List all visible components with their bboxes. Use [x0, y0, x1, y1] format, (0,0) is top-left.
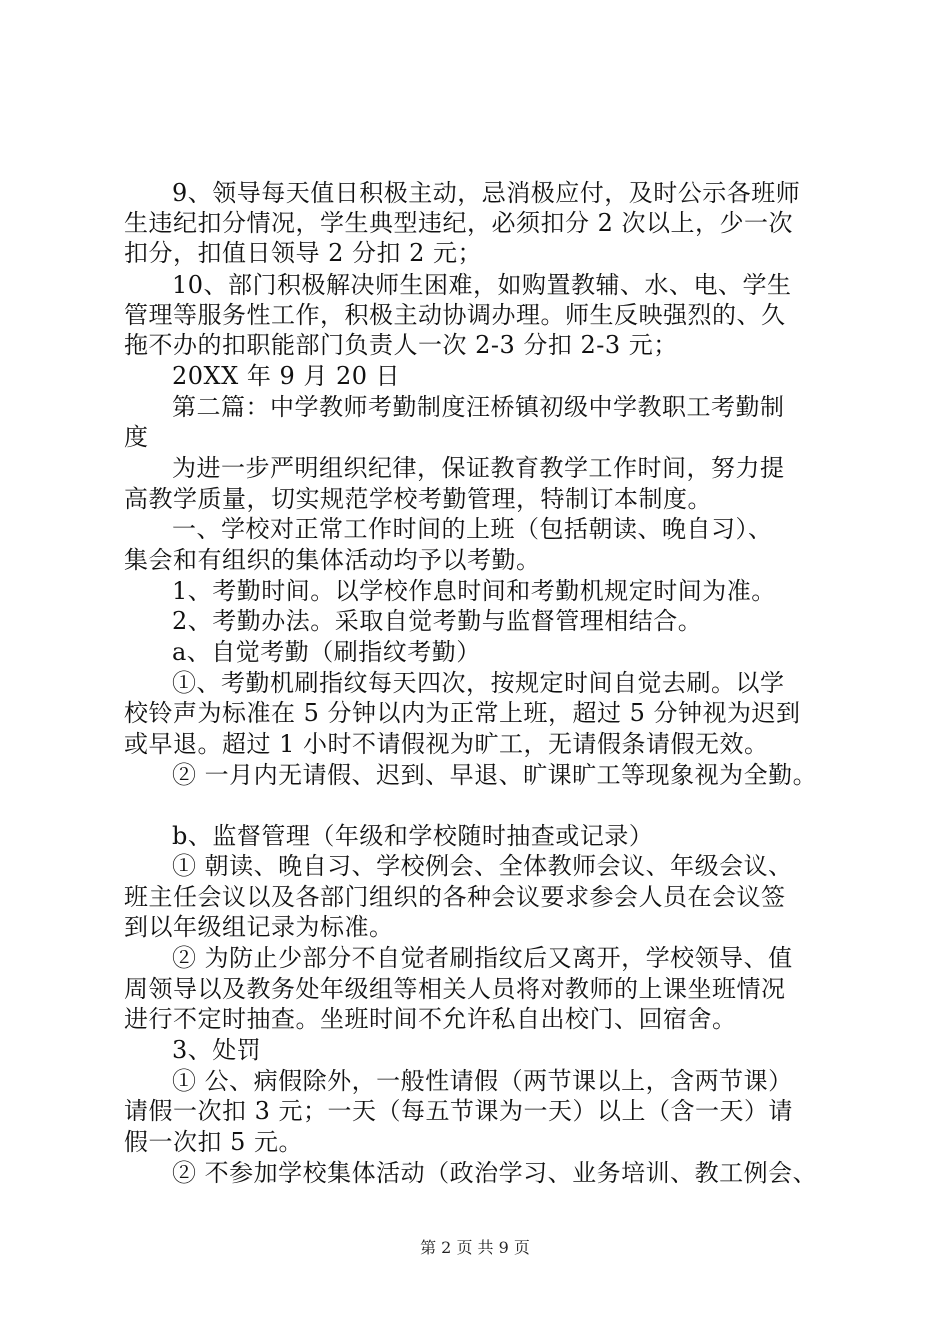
text-line: b、监督管理（年级和学校随时抽查或记录） [172, 822, 654, 850]
text-line: 校铃声为标准在 5 分钟以内为正常上班，超过 5 分钟视为迟到 [124, 699, 801, 727]
text-line: ①、考勤机刷指纹每天四次，按规定时间自觉去刷。以学 [172, 669, 785, 697]
text-line: 假一次扣 5 元。 [124, 1128, 304, 1156]
section-heading: 第二篇：中学教师考勤制度汪桥镇初级中学教职工考勤制 [172, 393, 785, 421]
text-line: 或早退。超过 1 小时不请假视为旷工，无请假条请假无效。 [124, 730, 769, 758]
text-line: 到以年级组记录为标准。 [124, 913, 394, 941]
text-line: 1、考勤时间。以学校作息时间和考勤机规定时间为准。 [172, 577, 776, 605]
text-line: 进行不定时抽查。坐班时间不允许私自出校门、回宿舍。 [124, 1005, 737, 1033]
text-line: 拖不办的扣职能部门负责人一次 2-3 分扣 2-3 元； [124, 331, 678, 359]
text-line: 扣分，扣值日领导 2 分扣 2 元； [124, 239, 483, 267]
text-line: 周领导以及教务处年级组等相关人员将对教师的上课坐班情况 [124, 975, 786, 1003]
text-line: 10、部门积极解决师生困难，如购置教辅、水、电、学生 [172, 271, 792, 299]
text-line: 高教学质量，切实规范学校考勤管理，特制订本制度。 [124, 485, 712, 513]
text-line: 9、领导每天值日积极主动，忌消极应付，及时公示各班师 [172, 179, 801, 207]
text-line: ① 公、病假除外，一般性请假（两节课以上，含两节课） [172, 1067, 793, 1095]
section-heading: 度 [124, 423, 149, 451]
text-line: ① 朝读、晚自习、学校例会、全体教师会议、年级会议、 [172, 852, 793, 880]
text-line: 3、处罚 [172, 1036, 262, 1064]
text-line: a、自觉考勤（刷指纹考勤） [172, 638, 481, 666]
text-line: ② 一月内无请假、迟到、早退、旷课旷工等现象视为全勤。 [172, 761, 818, 789]
text-line: 生违纪扣分情况，学生典型违纪，必须扣分 2 次以上，少一次 [124, 209, 794, 237]
text-line: 一、学校对正常工作时间的上班（包括朝读、晚自习）、 [172, 515, 773, 543]
text-line: ② 为防止少部分不自觉者刷指纹后又离开，学校领导、值 [172, 944, 793, 972]
date-line: 20XX 年 9 月 20 日 [172, 362, 401, 390]
text-line: 2、考勤办法。采取自觉考勤与监督管理相结合。 [172, 607, 703, 635]
text-line: 管理等服务性工作，积极主动协调办理。师生反映强烈的、久 [124, 301, 786, 329]
text-line: 集会和有组织的集体活动均予以考勤。 [124, 546, 541, 574]
page-footer: 第 2 页 共 9 页 [420, 1238, 530, 1257]
text-line: 请假一次扣 3 元；一天（每五节课为一天）以上（含一天）请 [124, 1097, 794, 1125]
text-line: ② 不参加学校集体活动（政治学习、业务培训、教工例会、 [172, 1159, 818, 1187]
text-line: 为进一步严明组织纪律，保证教育教学工作时间，努力提 [172, 454, 785, 482]
text-line: 班主任会议以及各部门组织的各种会议要求参会人员在会议签 [124, 883, 786, 911]
